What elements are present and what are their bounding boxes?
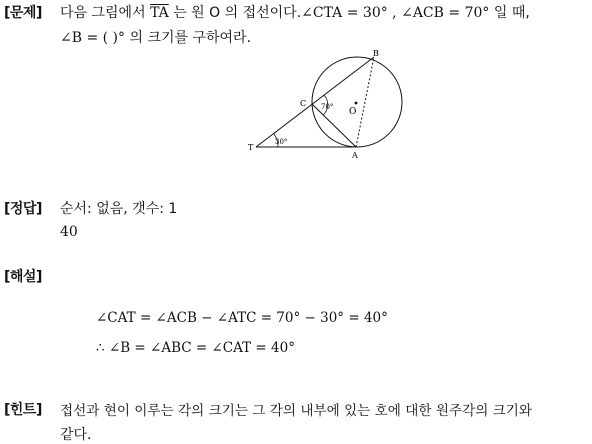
question-text: 의 크기를 구하여라. bbox=[129, 30, 252, 46]
answer-meta: 순서: 없음, 갯수: 1 bbox=[60, 201, 178, 217]
answer-value: 40 bbox=[60, 224, 78, 240]
label-b: B bbox=[373, 49, 379, 58]
problem-text-mid: 는 원 O 의 접선이다. bbox=[173, 5, 302, 21]
explanation-line-1: ∠CAT = ∠ACB − ∠ATC = 70° − 30° = 40° bbox=[96, 310, 388, 326]
explanation-line-2: ∴ ∠B = ∠ABC = ∠CAT = 40° bbox=[96, 340, 295, 356]
hint-tag: [힌트] bbox=[4, 402, 42, 418]
explanation-tag: [해설] bbox=[4, 269, 42, 285]
hint-line-2: 같다. bbox=[60, 427, 92, 443]
condition-angle-cta: ∠CTA = 30° , bbox=[301, 5, 397, 21]
tangent-segment: $\overline{TA}$ bbox=[150, 5, 169, 21]
label-c: C bbox=[300, 99, 307, 108]
problem-text-prefix: 다음 그림에서 bbox=[60, 5, 146, 21]
question-formula: ∠B = ( )° bbox=[60, 30, 126, 46]
problem-text-suffix: 일 때, bbox=[493, 5, 530, 21]
label-angle-t: 30° bbox=[275, 138, 288, 146]
problem-tag: [문제] bbox=[4, 5, 42, 21]
condition-angle-acb: ∠ACB = 70° bbox=[401, 5, 490, 21]
label-t: T bbox=[248, 143, 254, 152]
hint-line-1: 접선과 현이 이루는 각의 크기는 그 각의 내부에 있는 호에 대한 원주각의 크기와 bbox=[60, 403, 533, 419]
center-dot bbox=[355, 102, 358, 105]
segment-ab bbox=[356, 57, 374, 147]
label-a: A bbox=[352, 151, 358, 160]
label-o: O bbox=[349, 107, 357, 117]
label-angle-c: 70° bbox=[321, 103, 334, 111]
answer-tag: [정답] bbox=[4, 201, 42, 217]
